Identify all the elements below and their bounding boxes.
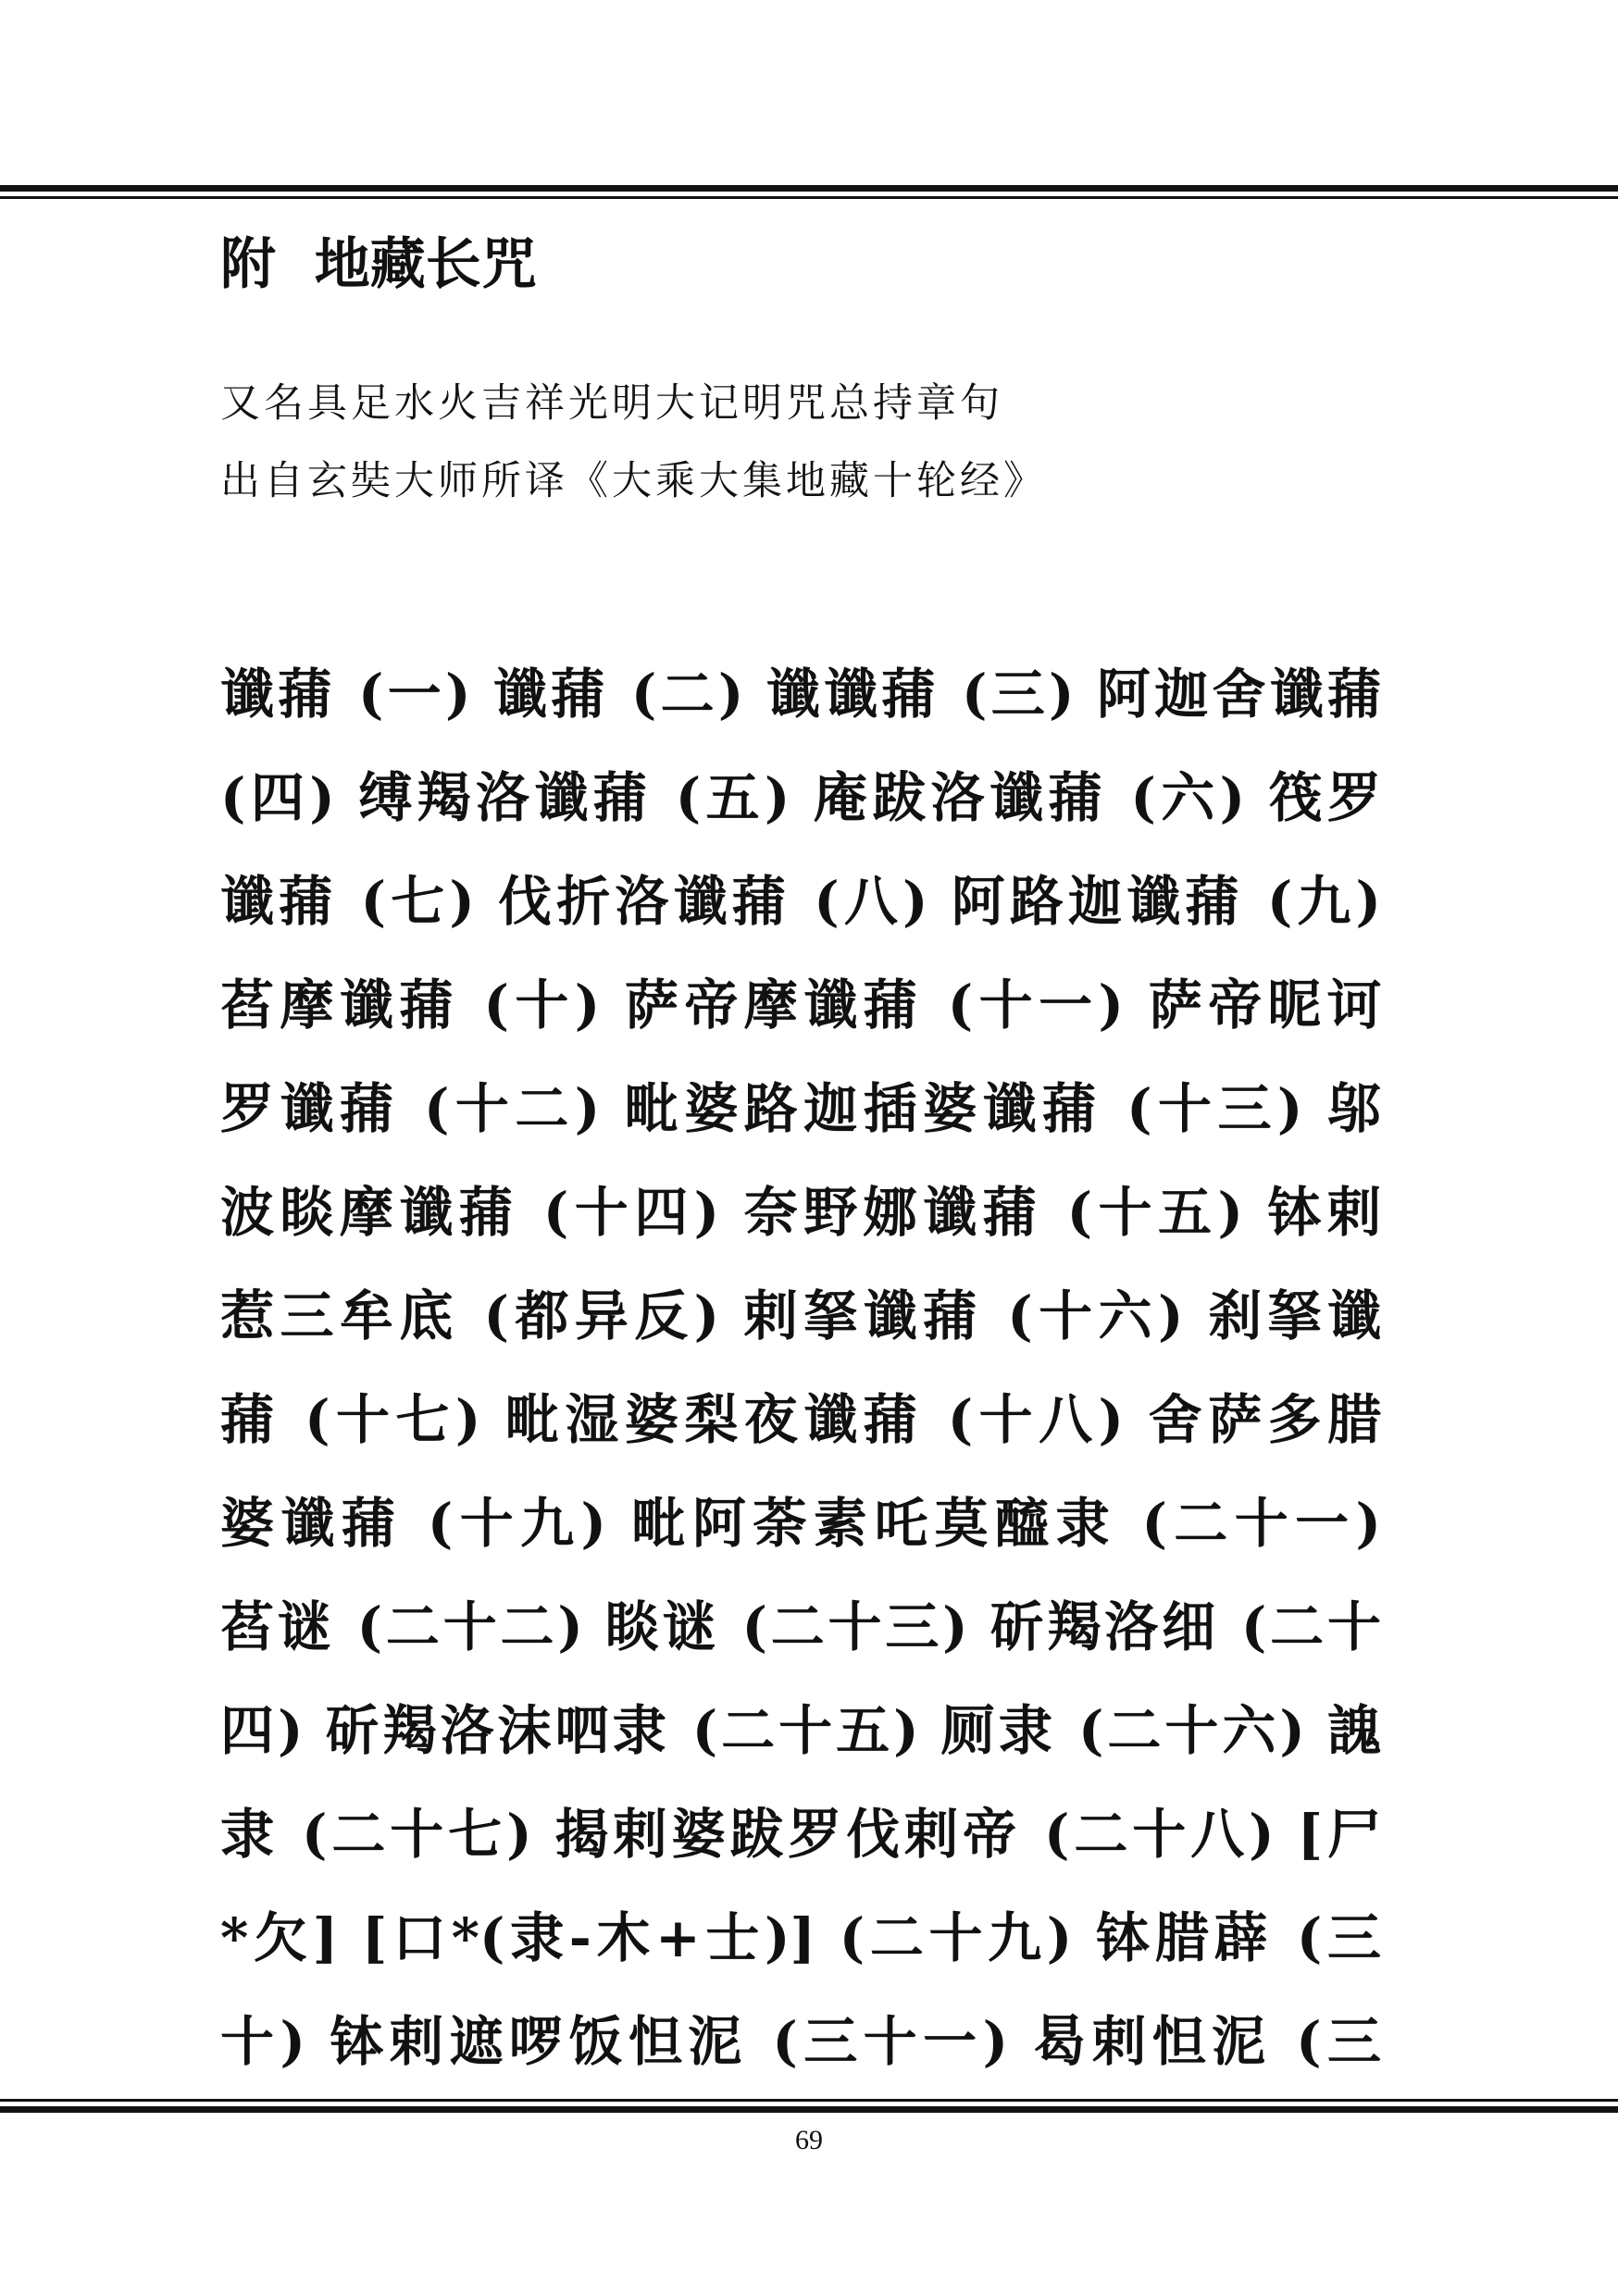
mantra-line: 蒱 (十七) 毗湿婆梨夜谶蒱 (十八) 舍萨多腊 — [220, 1388, 1381, 1451]
mantra-line: 隶 (二十七) 揭剌婆跋罗伐剌帝 (二十八) [尸 — [220, 1803, 1381, 1866]
mantra-line: 萏谜 (二十二) 睒谜 (二十三) 斫羯洛细 (二十 — [220, 1595, 1381, 1658]
mantra-line: 十) 钵剌遮啰饭怛泥 (三十一) 曷剌怛泥 (三 — [220, 2010, 1381, 2073]
bottom-double-rule — [0, 2099, 1618, 2113]
page-number: 69 — [795, 2125, 823, 2155]
subtitle-line-2: 出自玄奘大师所译《大乘大集地藏十轮经》 — [220, 458, 1047, 504]
mantra-line: 萏摩谶蒱 (十) 萨帝摩谶蒱 (十一) 萨帝昵诃 — [220, 974, 1381, 1036]
mantra-line: 波睒摩谶蒱 (十四) 奈野娜谶蒱 (十五) 钵剌 — [220, 1181, 1381, 1244]
mantra-line: *欠] [口*(隶-木+士)] (二十九) 钵腊薜 (三 — [220, 1906, 1381, 1969]
mantra-line: (四) 缚羯洛谶蒱 (五) 庵跋洛谶蒱 (六) 筏罗 — [220, 766, 1381, 829]
mantra-line: 婆谶蒱 (十九) 毗阿荼素吒莫醯隶 (二十一) — [220, 1492, 1381, 1555]
page-title: 附 地藏长咒 — [220, 232, 537, 297]
mantra-line: 罗谶蒱 (十二) 毗婆路迦插婆谶蒱 (十三) 邬 — [220, 1077, 1381, 1140]
mantra-line: 四) 斫羯洛沫呬隶 (二十五) 厕隶 (二十六) 謉 — [220, 1699, 1381, 1762]
top-double-rule — [0, 185, 1618, 199]
subtitle-line-1: 又名具足水火吉祥光明大记明咒总持章句 — [220, 380, 1003, 427]
mantra-line: 惹三牟底 (都异反) 剌拏谶蒱 (十六) 刹拏谶 — [220, 1285, 1381, 1347]
mantra-line: 谶蒱 (一) 谶蒱 (二) 谶谶蒱 (三) 阿迦舍谶蒱 — [220, 663, 1381, 726]
mantra-text-block — [220, 642, 1381, 2093]
mantra-line: 谶蒱 (七) 伐折洛谶蒱 (八) 阿路迦谶蒱 (九) — [220, 870, 1381, 933]
